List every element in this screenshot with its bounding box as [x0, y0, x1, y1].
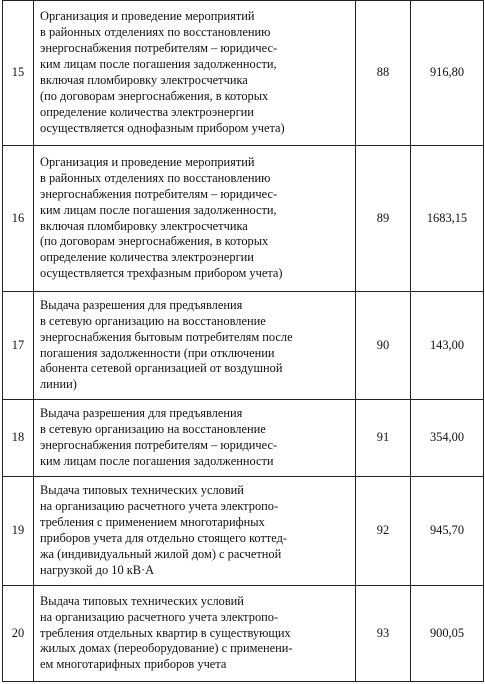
- service-code: 90: [356, 292, 411, 400]
- service-code: 89: [356, 146, 411, 292]
- row-number: 19: [3, 477, 34, 586]
- service-description: Выдача типовых технических условий на организацию расчетного учета электропо- требления отдельных квартир в существующих жилых домах (переоборудование) с применени- ем многотарифных приборов учета: [34, 586, 356, 682]
- service-code: 91: [356, 400, 411, 477]
- table-row: [3, 1, 484, 146]
- row-number: 18: [3, 400, 34, 477]
- service-description: Выдача разрешения для предъявления в сетевую организацию на восстановление энергоснабжения потребителям – юридичес- ким лицам после погашения задолженности: [34, 400, 356, 477]
- table-row: [3, 146, 484, 292]
- service-description: Выдача разрешения для предъявления в сетевую организацию на восстановление энергоснабжения бытовым потребителям после погашения задолженности (при отключении абонента сетевой организацией от воздушной линии): [34, 292, 356, 400]
- row-number: 16: [3, 146, 34, 292]
- service-code: 88: [356, 1, 411, 146]
- service-description: Выдача типовых технических условий на организацию расчетного учета электропо- требления с применением многотарифных приборов учета для отдельно стоящего коттед- жа (индивидуальный жилой дом) с расчетной нагрузкой до 10 кВ·А: [34, 477, 356, 586]
- service-price: 1683,15: [411, 146, 484, 292]
- row-number: 15: [3, 1, 34, 146]
- service-description: Организация и проведение мероприятий в районных отделениях по восстановлению энергоснабжения потребителям – юридичес- ким лицам после погашения задолженности, включая пломбировку электросчетчика (по договорам энергоснабжения, в которых определение количества электроэнергии осуществляется однофазным прибором учета): [34, 1, 356, 146]
- row-number: 17: [3, 292, 34, 400]
- row-number: 20: [3, 586, 34, 682]
- service-description: Организация и проведение мероприятий в районных отделениях по восстановлению энергоснабжения потребителям – юридичес- ким лицам после погашения задолженности, включая пломбировку электросчетчика (по договорам энергоснабжения, в которых определение количества электроэнергии осуществляется трехфазным прибором учета): [34, 146, 356, 292]
- service-code: 92: [356, 477, 411, 586]
- service-price: 916,80: [411, 1, 484, 146]
- service-code: 93: [356, 586, 411, 682]
- table-row: [3, 477, 484, 586]
- price-table: [2, 0, 484, 682]
- table-row: [3, 400, 484, 477]
- service-price: 945,70: [411, 477, 484, 586]
- service-price: 900,05: [411, 586, 484, 682]
- table-row: [3, 292, 484, 400]
- service-price: 143,00: [411, 292, 484, 400]
- table-row: [3, 586, 484, 682]
- service-price: 354,00: [411, 400, 484, 477]
